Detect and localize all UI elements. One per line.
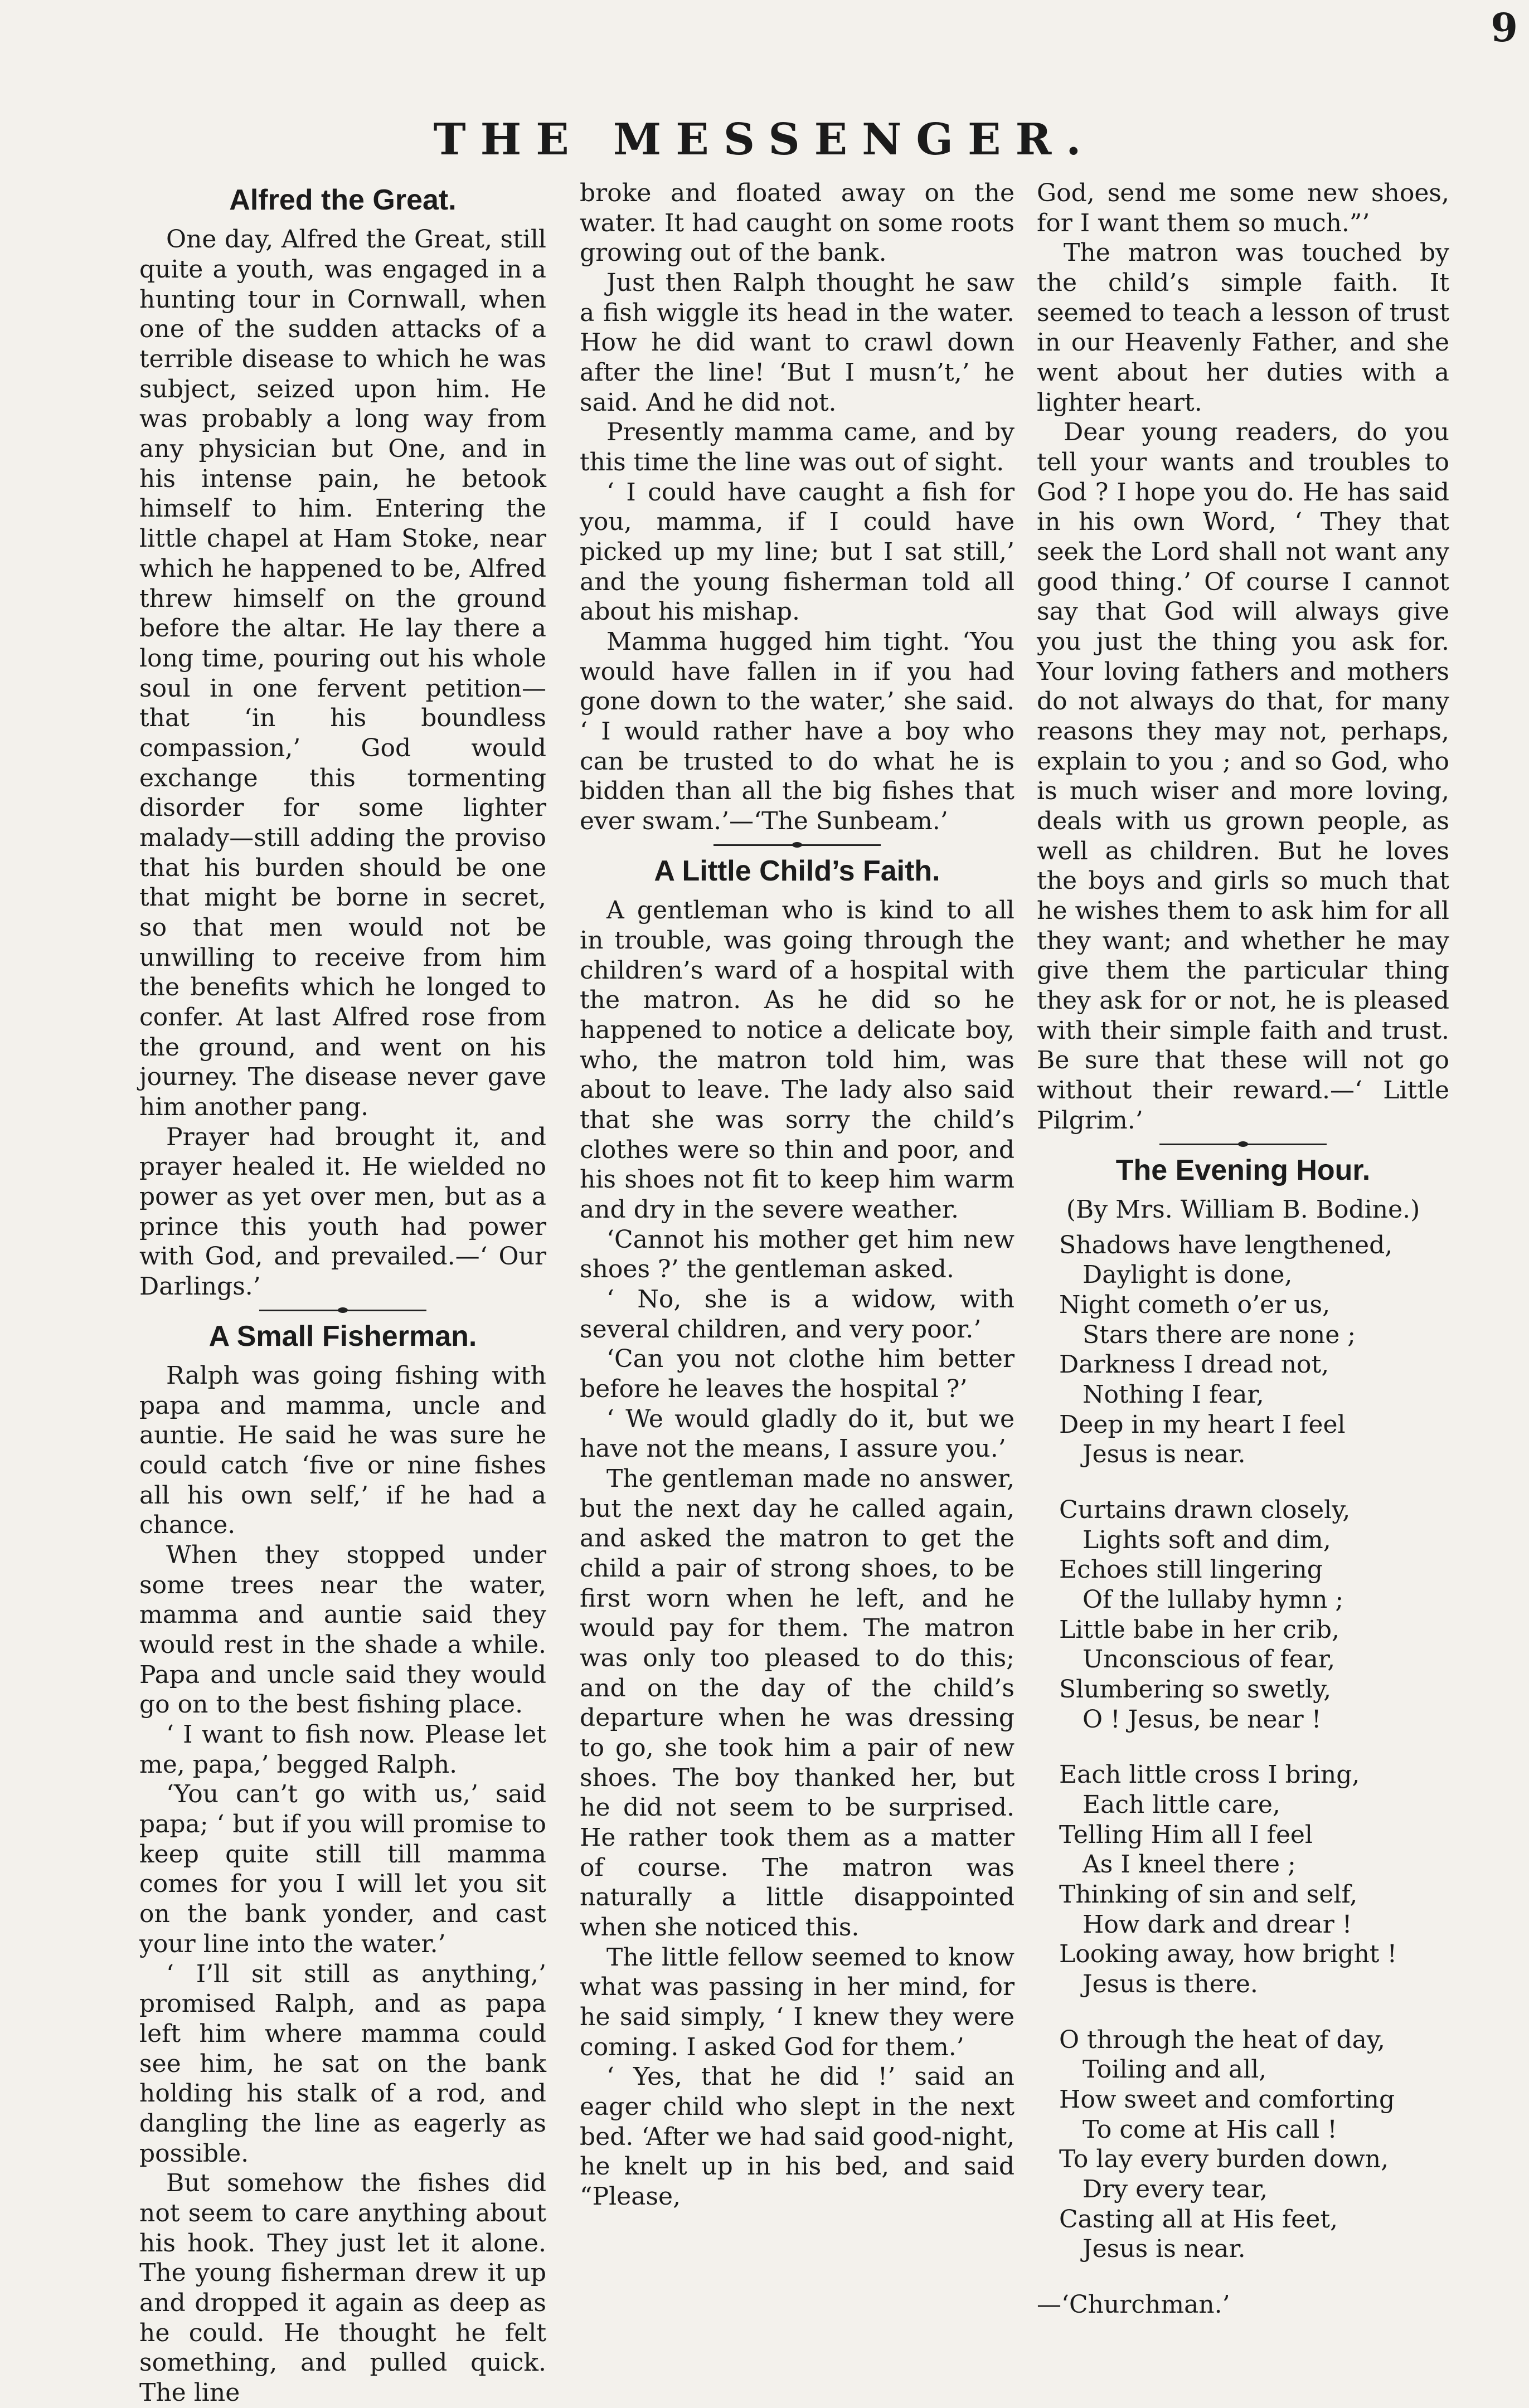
poem-line: Unconscious of fear,	[1083, 1645, 1336, 1674]
poem-stanza	[1059, 1760, 1449, 1999]
masthead: THE MESSENGER.	[433, 114, 1096, 165]
paragraph: ‘You can’t go with us,’ said papa; ‘ but if you will promise to keep quite still till mamma comes for you I will let you sit on the bank yonder, and cast your line into the water.’	[139, 1780, 546, 1958]
paragraph: ‘Can you not clothe him better before he leaves the hospital ?’	[580, 1345, 1015, 1403]
column-1	[139, 178, 546, 2407]
poem-line: To come at His call !	[1083, 2115, 1337, 2144]
poem-stanza	[1059, 2025, 1449, 2264]
poem-line: O through the heat of day,	[1059, 2025, 1385, 2054]
poem-line: How dark and drear !	[1083, 1910, 1352, 1939]
paragraph: Dear young readers, do you tell your wants and troubles to God ? I hope you do. He has said in his own Word, ‘ They that seek the Lord shall not want any good thing.’ Of course I cannot say that God will always give you just the thing you ask for. Your loving fathers and mothers do not always do that, for many reasons they may not, perhaps, explain to you ; and so God, who is much wiser and more loving, deals with us grown people, as well as children. But he loves the boys and girls so much that he wishes them to ask him for all they want; and whether he may give them the particular thing they ask for or not, he is pleased with their simple faith and trust. Be sure that these will not go without their reward.—‘ Little Pilgrim.’	[1037, 418, 1449, 1135]
paragraph: Presently mamma came, and by this time the line was out of sight.	[580, 418, 1015, 477]
poem-line: Looking away, how bright !	[1059, 1940, 1397, 1969]
poem-line: Dry every tear,	[1083, 2175, 1268, 2204]
paragraph: ‘ Yes, that he did !’ said an eager child who slept in the next bed. ‘After we had said good-night, he knelt up in his bed, and said “Please,	[580, 2062, 1015, 2211]
article-title-fisherman: A Small Fisherman.	[208, 1320, 477, 1353]
poem-line: Nothing I fear,	[1083, 1380, 1264, 1409]
paragraph: God, send me some new shoes, for I want them so much.”’	[1037, 179, 1449, 237]
poem-line: As I kneel there ;	[1083, 1850, 1296, 1879]
paragraph: A gentleman who is kind to all in trouble, was going through the children’s ward of a hospital with the matron. As he did so he happened to notice a delicate boy, who, the matron told him, was about to leave. The lady also said that she was sorry the child’s clothes were so thin and poor, and his shoes not fit to keep him warm and dry in the severe weather.	[580, 896, 1015, 1224]
poem-line: Darkness I dread not,	[1059, 1350, 1329, 1379]
poem-line: To lay every burden down,	[1059, 2145, 1389, 2174]
page-number: 9	[1491, 4, 1518, 51]
paragraph: ‘Cannot his mother get him new shoes ?’ the gentleman asked.	[580, 1225, 1015, 1284]
poem-line: Lights soft and dim,	[1083, 1525, 1331, 1554]
poem-line: Jesus is there.	[1083, 1970, 1258, 1999]
poem-stanza	[1059, 1230, 1449, 1470]
section-divider	[713, 844, 881, 846]
poem-line: Curtains drawn closely,	[1059, 1495, 1351, 1524]
poem-line: Thinking of sin and self,	[1059, 1880, 1358, 1909]
poem-line: Toiling and all,	[1083, 2055, 1267, 2084]
poem-line: Little babe in her crib,	[1059, 1615, 1340, 1644]
poem-line: Jesus is near.	[1083, 2235, 1246, 2264]
section-divider	[259, 1310, 426, 1311]
poem-line: Deep in my heart I feel	[1059, 1410, 1346, 1439]
section-divider	[1159, 1144, 1327, 1145]
paragraph: ‘ We would gladly do it, but we have not the means, I assure you.’	[580, 1404, 1015, 1463]
poem-line: Slumbering so swetly,	[1059, 1675, 1332, 1704]
article-title-alfred: Alfred the Great.	[229, 184, 457, 216]
poem-stanza	[1059, 1495, 1449, 1734]
poem-line: Each little cross I bring,	[1059, 1760, 1360, 1789]
paragraph: The gentleman made no answer, but the next day he called again, and asked the matron to get the child a pair of strong shoes, to be first worn when he left, and he would pay for them. The matron was only too pleased to do this; and on the day of the child’s departure when he was dressing to go, she took him a pair of new shoes. The boy thanked her, but he did not seem to be surprised. He rather took them as a matter of course. The matron was naturally a little disappointed when she noticed this.	[580, 1464, 1015, 1942]
paragraph: ‘ I’ll sit still as anything,’ promised Ralph, and as papa left him where mamma could see him, he sat on the bank holding his stalk of a rod, and dangling the line as eagerly as possible.	[139, 1959, 546, 2168]
poem-line: Daylight is done,	[1083, 1261, 1293, 1290]
poem-line: Echoes still lingering	[1059, 1555, 1323, 1584]
poem-line: O ! Jesus, be near !	[1083, 1705, 1322, 1734]
poem-line: Stars there are none ;	[1083, 1320, 1356, 1349]
paragraph: ‘ I want to fish now. Please let me, papa,’ begged Ralph.	[139, 1720, 546, 1779]
paragraph: The matron was touched by the child’s simple faith. It seemed to teach a lesson of trust in our Heavenly Father, and she went about her duties with a lighter heart.	[1037, 239, 1449, 417]
column-2	[580, 178, 1015, 2352]
poem-line: Telling Him all I feel	[1059, 1820, 1313, 1849]
poem-line: How sweet and comforting	[1059, 2085, 1395, 2114]
poem-line: Night cometh o’er us,	[1059, 1290, 1331, 1319]
paragraph: Just then Ralph thought he saw a fish wiggle its head in the water. How he did want to crawl down after the line! ‘But I musn’t,’ he said. And he did not.	[580, 269, 1015, 417]
paragraph: The little fellow seemed to know what was passing in her mind, for he said simply, ‘ I knew they were coming. I asked God for them.’	[580, 1943, 1015, 2061]
article-title-faith: A Little Child’s Faith.	[654, 854, 940, 887]
paragraph: But somehow the fishes did not seem to care anything about his hook. They just let it alone. The young fisherman drew it up and dropped it again as deep as he could. He thought he felt something, and pulled quick. The line	[139, 2169, 546, 2407]
paragraph: When they stopped under some trees near the water, mamma and auntie said they would rest in the shade a while. Papa and uncle said they would go on to the best fishing place.	[139, 1541, 546, 1719]
paragraph: Prayer had brought it, and prayer healed it. He wielded no power as yet over men, but as a prince this youth had power with God, and prevailed.—‘ Our Darlings.’	[139, 1122, 546, 1301]
paragraph: One day, Alfred the Great, still quite a youth, was engaged in a hunting tour in Cornwall, when one of the sudden attacks of a terrible disease to which he was subject, seized upon him. He was probably a long way from any physician but One, and in his intense pain, he betook himself to him. Entering the little chapel at Ham Stoke, near which he happened to be, Alfred threw himself on the ground before the altar. He lay there a long time, pouring out his whole soul in one fervent petition—that ‘in his boundless compassion,’ God would exchange this tormenting disorder for some lighter malady—still adding the proviso that his burden should be one that might be borne in secret, so that men would not be unwilling to receive from him the benefits which he longed to confer. At last Alfred rose from the ground, and went on his journey. The disease never gave him another pang.	[139, 225, 546, 1121]
poem-byline: (By Mrs. William B. Bodine.)	[1066, 1195, 1420, 1224]
poem-line: Shadows have lengthened,	[1059, 1230, 1393, 1259]
poem-line: Casting all at His feet,	[1059, 2205, 1338, 2234]
paragraph: Ralph was going fishing with papa and mamma, uncle and auntie. He said he was sure he could catch ‘five or nine fishes all his own self,’ if he had a chance.	[139, 1361, 546, 1540]
article-title-evening: The Evening Hour.	[1115, 1154, 1371, 1186]
paragraph: ‘ No, she is a widow, with several children, and very poor.’	[580, 1285, 1015, 1344]
poem-credit: —‘Churchman.’	[1037, 2290, 1230, 2319]
paragraph: ‘ I could have caught a fish for you, mamma, if I could have picked up my line; but I sat still,’ and the young fisherman told all about his mishap.	[580, 478, 1015, 626]
poem-line: Of the lullaby hymn ;	[1083, 1585, 1344, 1614]
paragraph: Mamma hugged him tight. ‘You would have fallen in if you had gone down to the water,’ she said. ‘ I would rather have a boy who can be trusted to do what he is bidden than all the big fishes that ever swam.’—‘The Sunbeam.’	[580, 627, 1015, 836]
poem	[1059, 1230, 1449, 2265]
paragraph: broke and floated away on the water. It had caught on some roots growing out of the bank.	[580, 179, 1015, 267]
column-3	[1037, 178, 1449, 2352]
poem-line: Each little care,	[1083, 1791, 1280, 1820]
poem-line: Jesus is near.	[1083, 1440, 1246, 1469]
